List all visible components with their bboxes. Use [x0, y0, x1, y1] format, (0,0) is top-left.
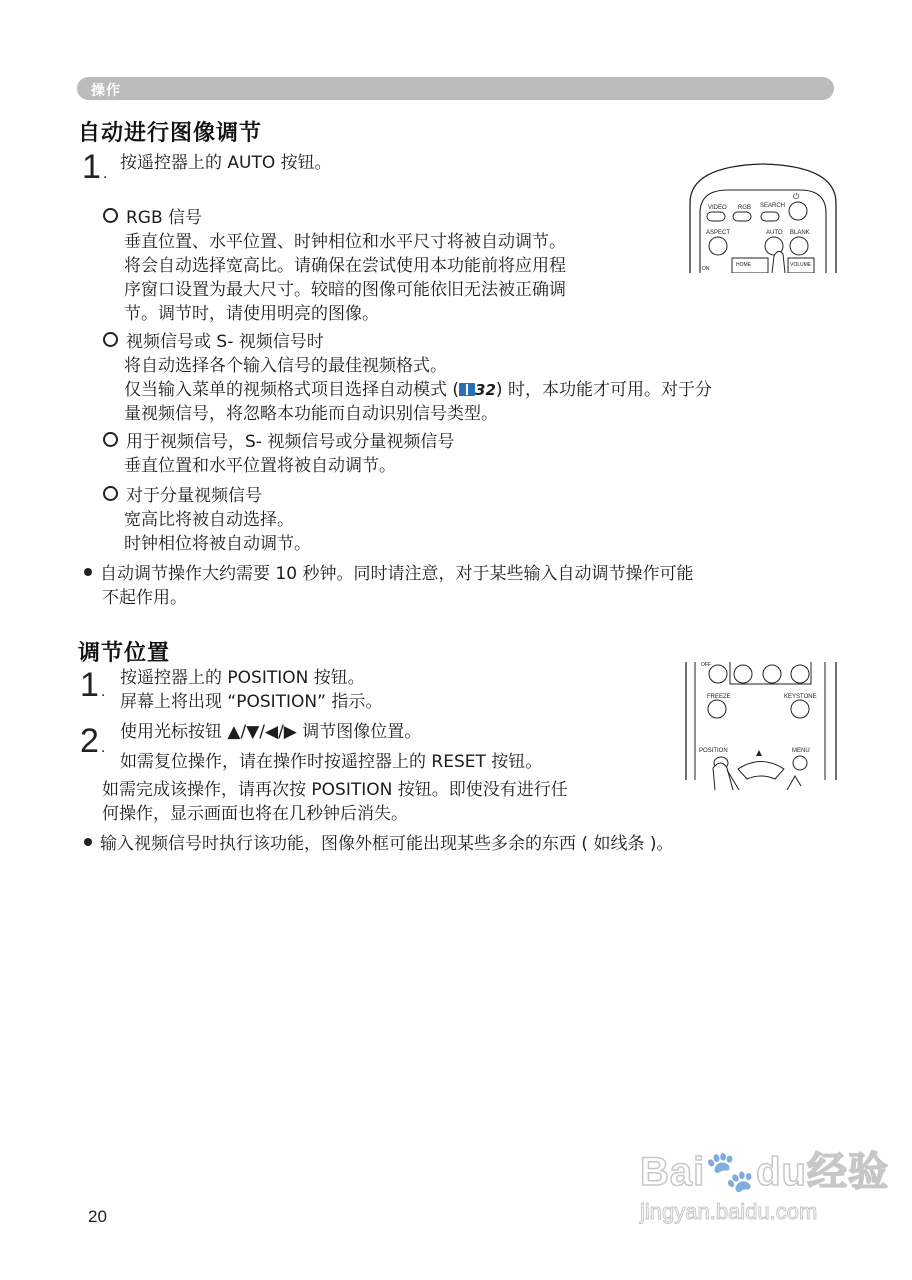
circle-bullet-icon — [103, 432, 118, 447]
svg-text:MENU: MENU — [792, 748, 810, 754]
step-number-1: 1 . — [82, 148, 108, 186]
item-line: 序窗口设置为最大尺寸。较暗的图像可能依旧无法被正确调 — [124, 280, 566, 300]
bullet-dot-icon — [84, 838, 92, 846]
step-number-2: 2 . — [80, 722, 106, 760]
step-1-text: 按遥控器上的 POSITION 按钮。 — [120, 668, 365, 688]
svg-text:HOME: HOME — [736, 262, 751, 268]
remote-control-auto-illustration — [688, 158, 838, 273]
section-header-label: 操作 — [91, 83, 121, 99]
svg-text:ON: ON — [702, 266, 710, 272]
svg-text:POSITION: POSITION — [699, 748, 728, 754]
item-heading-component: 对于分量视频信号 — [103, 484, 262, 508]
bullet-dot-icon — [84, 568, 92, 576]
svg-text:ASPECT: ASPECT — [706, 230, 731, 236]
paw-icon: 🐾 — [705, 1150, 757, 1194]
item-line: 量视频信号，将忽略本功能而自动识别信号类型。 — [124, 404, 498, 424]
svg-text:FREEZE: FREEZE — [707, 694, 731, 700]
section-title-position: 调节位置 — [78, 641, 171, 666]
remote-control-position-illustration — [683, 662, 838, 790]
item-line: 宽高比将被自动选择。 — [124, 510, 294, 530]
item-heading-rgb: RGB 信号 — [103, 206, 202, 230]
step-1-text: 按遥控器上的 AUTO 按钮。 — [120, 153, 332, 173]
item-line: 垂直位置和水平位置将被自动调节。 — [124, 456, 396, 476]
circle-bullet-icon — [103, 486, 118, 501]
section-title-auto-adjust: 自动进行图像调节 — [78, 121, 263, 146]
step-2-text: 如需复位操作，请在操作时按遥控器上的 RESET 按钮。 — [120, 752, 543, 772]
svg-text:AUTO: AUTO — [766, 230, 783, 236]
svg-text:SEARCH: SEARCH — [760, 203, 786, 209]
step-2-text: 使用光标按钮 ▲/▼/◀/▶ 调节图像位置。 — [120, 722, 422, 742]
item-line: 将会自动选择宽高比。请确保在尝试使用本功能前将应用程 — [124, 256, 566, 276]
svg-text:RGB: RGB — [738, 205, 752, 211]
note-auto-adjust: 自动调节操作大约需要 10 秒钟。同时请注意，对于某些输入自动调节操作可能 — [84, 562, 693, 586]
circle-bullet-icon — [103, 208, 118, 223]
svg-text:VOLUME: VOLUME — [790, 262, 812, 268]
watermark-site: jingyan.baidu.com — [640, 1199, 818, 1224]
extra-line: 何操作，显示画面也将在几秒钟后消失。 — [102, 804, 408, 824]
note-position: 输入视频信号时执行该功能，图像外框可能出现某些多余的东西 ( 如线条 )。 — [84, 832, 673, 856]
svg-text:VIDEO: VIDEO — [708, 205, 727, 211]
item-line: 节。调节时，请使用明亮的图像。 — [124, 304, 379, 324]
step-1-text: 屏幕上将出现 “POSITION” 指示。 — [120, 692, 383, 712]
watermark-brand: Bai🐾du经验 — [640, 1150, 889, 1194]
baidu-jingyan-watermark — [640, 1140, 889, 1225]
extra-line: 如需完成该操作，请再次按 POSITION 按钮。即使没有进行任 — [102, 780, 568, 800]
book-reference-icon — [459, 383, 475, 396]
svg-text:KEYSTONE: KEYSTONE — [784, 694, 817, 700]
svg-text:BLANK: BLANK — [790, 230, 810, 236]
page-reference-link[interactable]: 32 — [475, 381, 496, 399]
svg-text:OFF: OFF — [701, 662, 711, 668]
step-number-1: 1 . — [80, 666, 106, 704]
item-line: 将自动选择各个输入信号的最佳视频格式。 — [124, 356, 447, 376]
note-line: 不起作用。 — [102, 588, 187, 608]
item-line-with-ref: 仅当输入菜单的视频格式项目选择自动模式 ( 32) 时，本功能才可用。对于分 — [124, 380, 712, 400]
item-heading-video-svideo-component: 用于视频信号，S- 视频信号或分量视频信号 — [103, 430, 454, 454]
item-line: 时钟相位将被自动调节。 — [124, 534, 311, 554]
svg-text:⏻: ⏻ — [793, 192, 800, 201]
item-line: 垂直位置、水平位置、时钟相位和水平尺寸将被自动调节。 — [124, 232, 566, 252]
page-number: 20 — [88, 1207, 107, 1226]
section-header-bar — [77, 77, 834, 100]
item-heading-video: 视频信号或 S- 视频信号时 — [103, 330, 324, 354]
circle-bullet-icon — [103, 332, 118, 347]
